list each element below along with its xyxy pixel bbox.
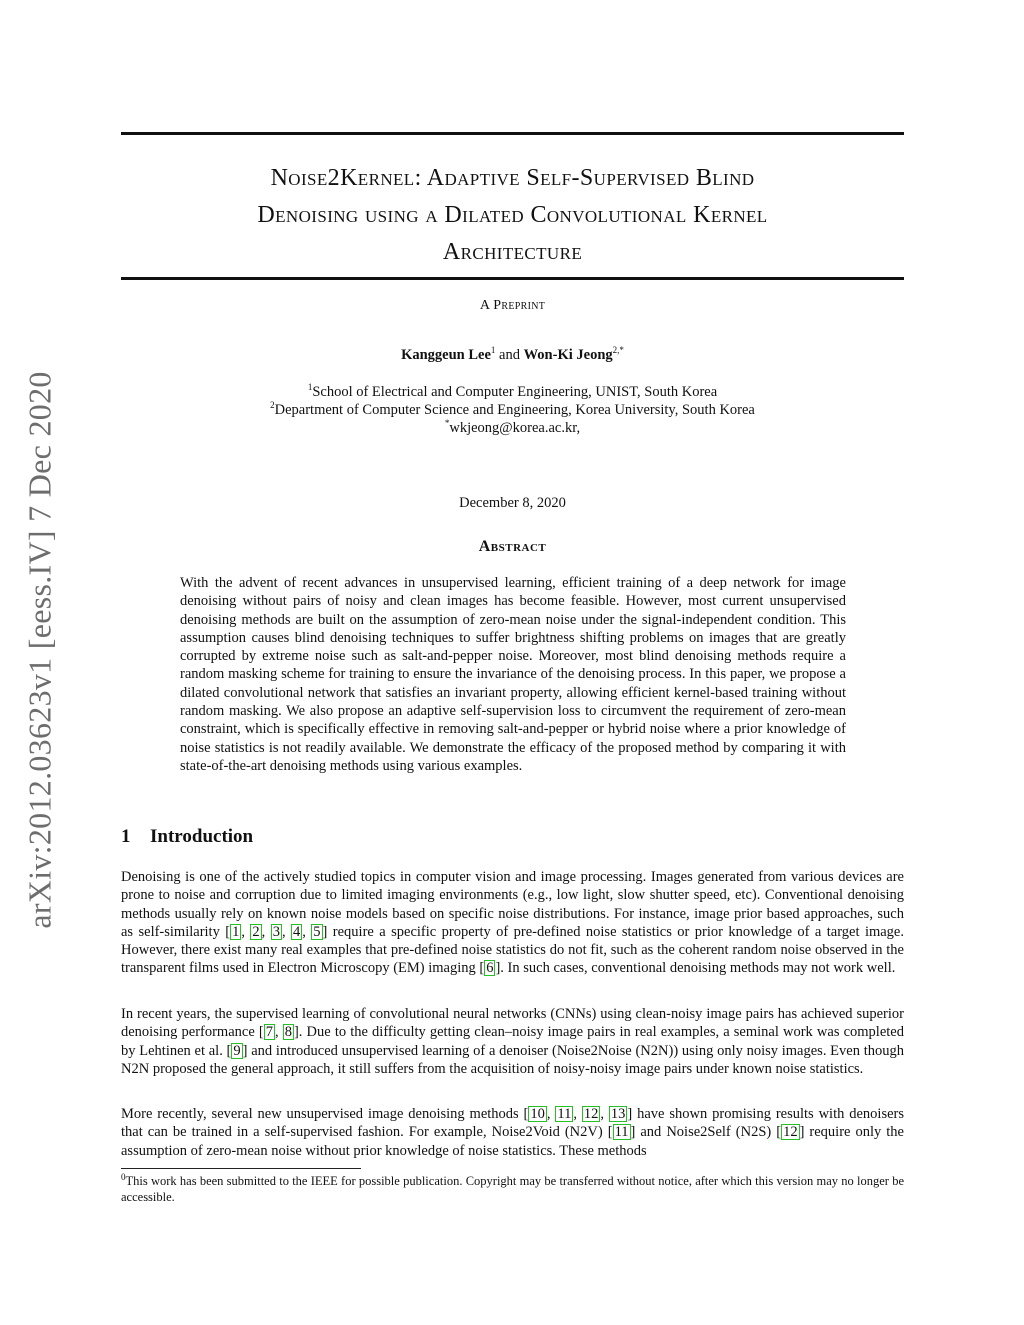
affiliation-1-mark: 1 [307,382,313,393]
citation-link[interactable]: 1 [232,923,240,940]
footnote-text: This work has been submitted to the IEEE for possible publication. Copyright may be transferred without notice, after which this version may no longer be accessible. [121,1174,904,1204]
citation-link[interactable]: 12 [783,1124,798,1141]
paragraph-text: ] have shown promising results with denoisers that can be trained in a self-supervised fashion. For example, Noise2Void (N2V) [ [121,1106,904,1141]
footnote [121,1173,904,1205]
corresponding-email [121,419,904,437]
abstract-body: With the advent of recent advances in unsupervised learning, efficient training of a deep network for image denoising without pairs of noisy and clean images has become feasible. However, most current unsupervised denoising methods are built on the assumption of zero-mean noise under the signal-independent condition. This assumption causes blind denoising techniques to suffer brightness shifting problems on images that are greatly corrupted by extreme noise such as salt-and-pepper noise. Moreover, most blind denoising methods require a random masking scheme for training to ensure the invariance of the denoising process. In this paper, we propose a dilated convolutional network that satisfies an invariant property, allowing efficient kernel-based training without random masking. We also propose an adaptive self-supervision loss to circumvent the requirement of zero-mean constraint, which is specifically effective in removing salt-and-pepper or hybrid noise where a prior knowledge of noise statistics is not readily available. We demonstrate the efficacy of the proposed method by comparing it with state-of-the-art denoising methods using various examples. [180,575,846,774]
section-heading-introduction [121,826,253,848]
author-2-name: Won-Ki Jeong [523,347,613,363]
title-line-2: Denoising using a Dilated Convolutional Kernel [257,202,768,228]
title-bottom-rule [121,277,904,280]
author-1-name: Kanggeun Lee [401,347,491,363]
affiliation-2 [121,401,904,419]
author-1-affil-mark: 1 [490,345,496,356]
citation-link[interactable]: 11 [614,1124,629,1141]
paragraph-text: ]. Due to the difficulty getting clean–noisy image pairs in real examples, a seminal work was completed by Lehtinen et al. [ [121,1024,904,1059]
citation-link[interactable]: 5 [313,923,321,940]
paragraph-text: ] require only the assumption of zero-mean noise without prior knowledge of noise statistics. These methods [121,1124,904,1159]
footnote-rule [121,1168,361,1169]
email-mark: * [444,418,450,429]
citation-link[interactable]: 6 [486,960,494,977]
title-top-rule [121,132,904,135]
preprint-label: A Preprint [479,298,546,313]
title-line-1: Noise2Kernel: Adaptive Self-Supervised Blind [270,165,755,191]
paragraph-text: ] require a specific property of pre-defined noise statistics or prior knowledge of a target image. However, there exist many real examples that pre-defined noise statistics do not fit, such as the coherent random noise observed in the transparent films used in Electron Microscopy (EM) imaging [ [121,923,904,977]
author-list [121,347,904,364]
paragraph-text: Denoising is one of the actively studied topics in computer vision and image processing. Images generated from various devices are prone to noise and corruption due to limited imaging environments (e.g., low light, slow shutter speed, etc). Conventional denoising methods usually rely on known noise models based on specific noise distributions. For instance, image prior based approaches, such as self-similarity [ [121,869,904,940]
author-conjunction: and [495,347,524,363]
citation-link[interactable]: 4 [292,923,301,940]
paragraph-text: ] and Noise2Self (N2S) [ [630,1124,782,1141]
intro-paragraph-3: More recently, several new unsupervised image denoising methods [ 10 , 11 , 12 , 13 ] have shown promising results with denoisers that can be trained in a self-supervised fashion. For example, Noise2Void (N2V) [ 11 ] and Noise2Self (N2S) [ 12 ] require only the assumption of zero-mean noise without prior knowledge of noise statistics. These methods [121,1106,904,1159]
affiliation-1 [121,383,904,401]
citation-link[interactable]: 13 [610,1106,626,1122]
citation-link[interactable]: 7 [265,1024,273,1041]
intro-paragraph-2: In recent years, the supervised learning of convolutional neural networks (CNNs) using clean-noisy image pairs has achieved superior denoising performance [ 7 , 8 ]. Due to the difficulty getting clean–noisy image pairs in real examples, a seminal work was completed by Lehtinen et al. [ 9 ] and introduced unsupervised learning of a denoiser (Noise2Noise (N2N)) using only noisy images. Even though N2N proposed the general approach, it still suffers from the acquisition of noisy-noisy image pairs under known noise statistics. [121,1006,905,1077]
paragraph-text: ] and introduced unsupervised learning of a denoiser (Noise2Noise (N2N)) using only noisy images. Even though N2N proposed the general approach, it still suffers from the acquisition of noisy-noisy image pairs under known noise statistics. [121,1042,905,1077]
author-2-affil-mark: 2,* [612,345,624,356]
publication-date: December 8, 2020 [459,495,566,511]
citation-link[interactable]: 10 [530,1106,545,1122]
paragraph-text: More recently, several new unsupervised image denoising methods [ [121,1106,529,1122]
citation-link[interactable]: 11 [557,1106,572,1122]
intro-paragraph-1: Denoising is one of the actively studied topics in computer vision and image processing. Images generated from various devices are prone to noise and corruption due to limited imaging environments (e.g., low light, slow shutter speed, etc). Conventional denoising methods usually rely on known noise models based on specific noise distributions. For instance, image prior based approaches, such as self-similarity [ 1 , 2 , 3 , 4 , 5 ] require a specific property of pre-defined noise statistics or prior knowledge of a target image. However, there exist many real examples that pre-defined noise statistics do not fit, such as the coherent random noise observed in the transparent films used in Electron Microscopy (EM) imaging [ 6 ]. In such cases, conventional denoising methods may not work well. [121,869,904,977]
affiliation-2-text: Department of Computer Science and Engineering, Korea University, South Korea [274,402,755,418]
section-title: Introduction [150,826,254,847]
abstract-heading: Abstract [478,538,547,555]
affiliation-1-text: School of Electrical and Computer Engineering, UNIST, South Korea [312,384,718,400]
citation-link[interactable]: 2 [252,923,260,940]
citation-link[interactable]: 8 [284,1024,292,1041]
paragraph-text: ]. In such cases, conventional denoising methods may not work well. [495,960,896,977]
title-line-3: Architecture [442,239,583,265]
citation-link[interactable]: 9 [233,1042,241,1059]
arxiv-stamp: arXiv:2012.03623v1 [eess.IV] 7 Dec 2020 [21,371,58,929]
paragraph-text: In recent years, the supervised learning of convolutional neural networks (CNNs) using clean-noisy image pairs has achieved superior denoising performance [ [121,1006,904,1041]
citation-link[interactable]: 12 [583,1106,599,1122]
affiliation-2-mark: 2 [270,400,275,411]
section-number: 1 [121,826,131,847]
affiliations [121,383,904,437]
citation-link[interactable]: 3 [272,923,280,940]
paper-title [121,160,904,271]
email-text: wkjeong@korea.ac.kr, [449,420,581,436]
footnote-mark: 0 [121,1171,126,1182]
